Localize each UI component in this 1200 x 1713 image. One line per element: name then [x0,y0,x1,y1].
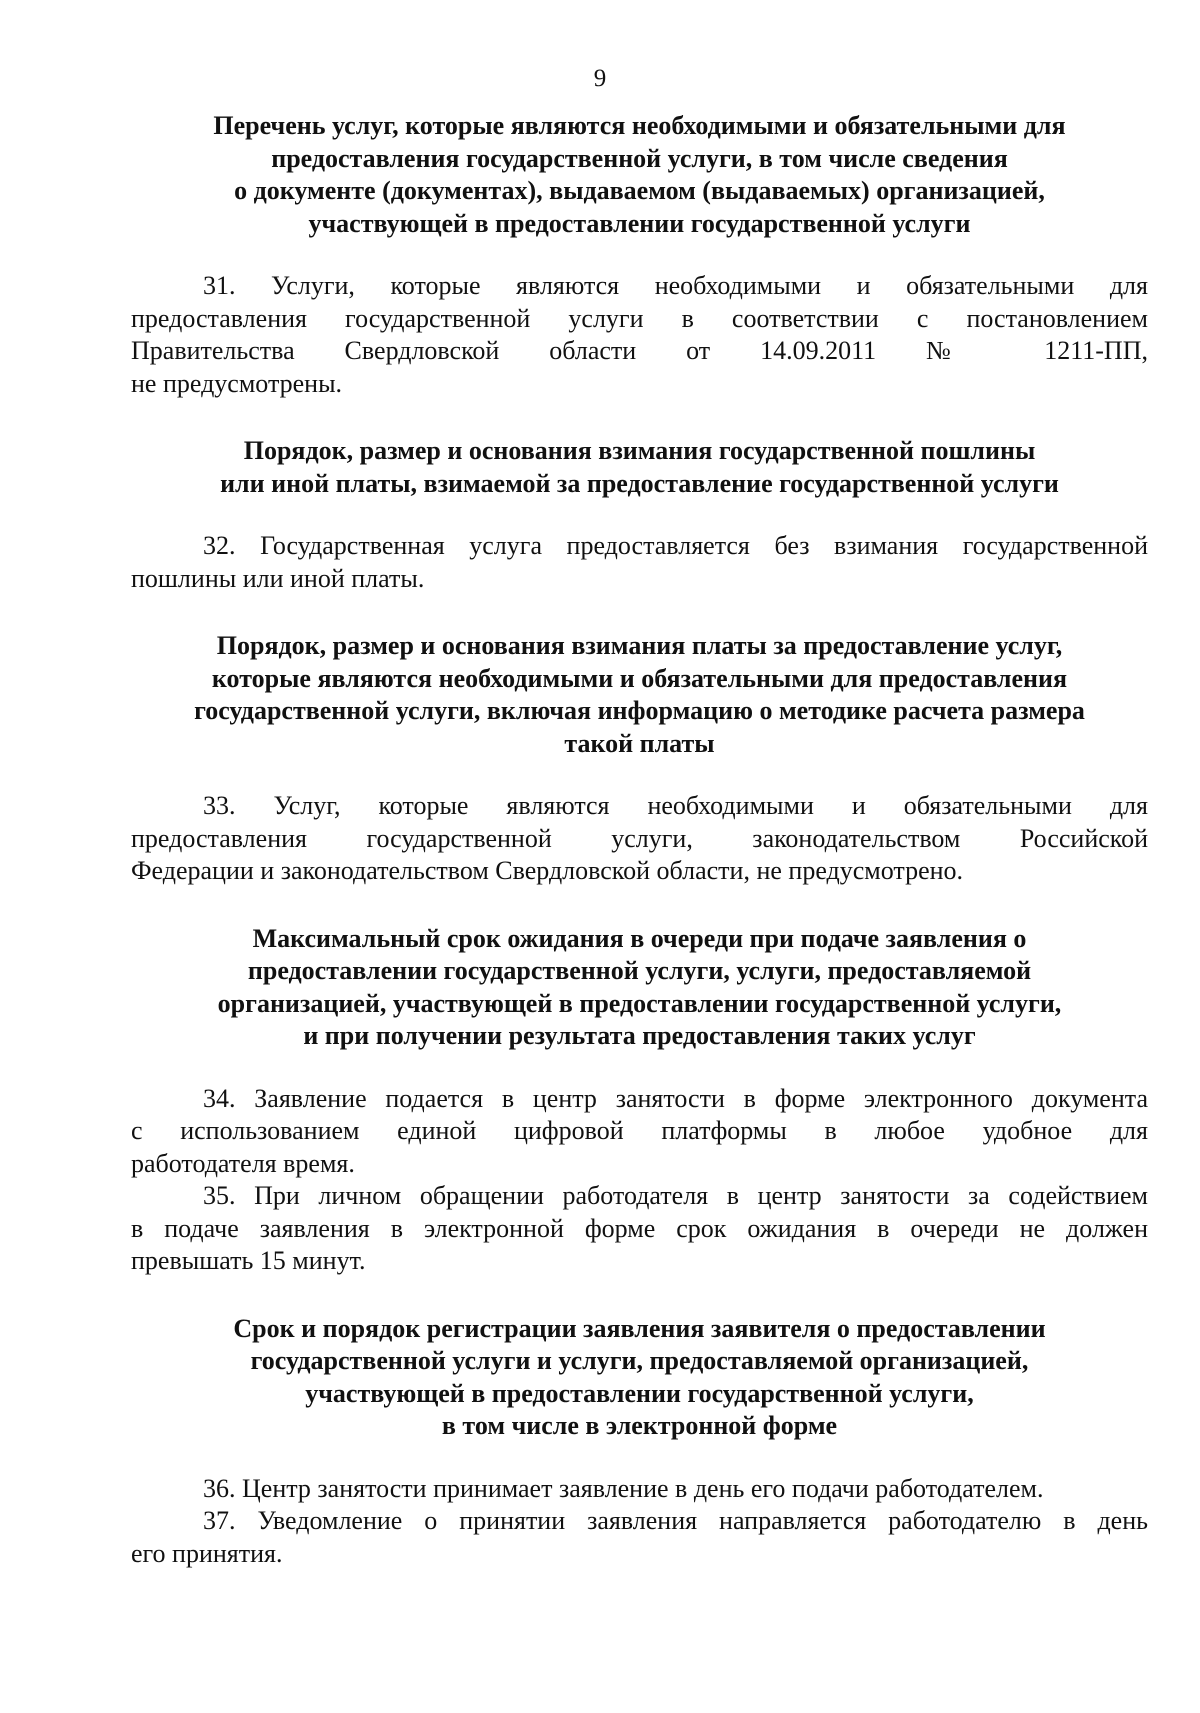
paragraph-35 [131,1180,1148,1278]
paragraph-line: Федерации и законодательством Свердловской области, не предусмотрено. [131,856,964,885]
heading-line: государственной услуги и услуги, предоставляемой организацией, [250,1346,1029,1375]
heading-line: участвующей в предоставлении государственной услуги [308,208,971,238]
paragraph-line: его принятия. [131,1538,283,1568]
paragraph-36 [131,1473,1148,1506]
paragraph-31 [131,270,1148,400]
heading-line: организацией, участвующей в предоставлении государственной услуги, [217,988,1062,1018]
heading-line: и при получении результата предоставления таких услуг [303,1021,976,1050]
section-heading [131,435,1148,500]
heading-line: государственной услуги, включая информацию о методике расчета размера [194,696,1085,725]
paragraph-line: 37. Уведомление о принятии заявления направляется работодателю в день [203,1506,1148,1535]
paragraph-line: 33. Услуг, которые являются необходимыми и обязательными для [203,791,1148,820]
heading-line: о документе (документах), выдаваемом (выдаваемых) организацией, [234,176,1045,205]
paragraph-line: предоставления государственной услуги, законодательством Российской [131,823,1148,853]
section-heading [131,1313,1148,1443]
paragraph-line: 34. Заявление подается в центр занятости в форме электронного документа [203,1083,1148,1113]
section-heading [131,923,1148,1053]
paragraph-37 [131,1505,1148,1570]
heading-line: которые являются необходимыми и обязательными для предоставления [211,663,1068,693]
section-waiting-time [131,923,1148,1313]
heading-line: или иной платы, взимаемой за предоставление государственной услуги [220,468,1059,498]
heading-line: предоставлении государственной услуги, услуги, предоставляемой [247,956,1032,985]
paragraph-line: 35. При личном обращении работодателя в центр занятости за содействием [203,1181,1148,1210]
paragraph-line: предоставления государственной услуги в соответствии с постановлением [131,303,1148,333]
section-heading [131,630,1148,760]
paragraph-34 [131,1083,1148,1181]
heading-line: в том числе в электронной форме [441,1411,838,1440]
heading-line: участвующей в предоставлении государственной услуги, [305,1378,974,1408]
paragraph-line: в подаче заявления в электронной форме срок ожидания в очереди не должен [131,1213,1148,1243]
heading-line: Порядок, размер и основания взимания государственной пошлины [243,436,1036,465]
paragraph-32 [131,530,1148,595]
heading-line: предоставления государственной услуги, в том числе сведения [271,143,1008,173]
paragraph-line: 32. Государственная услуга предоставляется без взимания государственной [203,531,1148,560]
heading-line: Максимальный срок ожидания в очереди при подаче заявления о [252,923,1027,953]
section-required-services [131,110,1148,435]
page-number: 9 [593,65,607,92]
paragraph-line: 36. Центр занятости принимает заявление в день его подачи работодателем. [203,1473,1044,1503]
paragraph-line: с использованием единой цифровой платформы в любое удобное для [131,1116,1148,1145]
paragraph-line: Правительства Свердловской области от 14.09.2011 № 1211-ПП, [131,336,1148,365]
paragraph-line: 31. Услуги, которые являются необходимыми и обязательными для [203,271,1148,300]
paragraph-line: превышать 15 минут. [131,1246,366,1275]
paragraph-line: работодателя время. [131,1148,355,1178]
document-body [131,110,1148,1570]
section-heading [131,110,1148,240]
paragraph-line: пошлины или иной платы. [131,563,425,593]
section-service-fee [131,630,1148,923]
heading-line: Срок и порядок регистрации заявления заявителя о предоставлении [233,1313,1046,1343]
heading-line: Порядок, размер и основания взимания платы за предоставление услуг, [216,631,1063,660]
paragraph-33 [131,790,1148,888]
paragraph-line: не предусмотрены. [131,368,343,398]
heading-line: такой платы [564,728,715,758]
section-state-fee [131,435,1148,630]
heading-line: Перечень услуг, которые являются необходимыми и обязательными для [213,111,1066,140]
section-registration [131,1313,1148,1571]
